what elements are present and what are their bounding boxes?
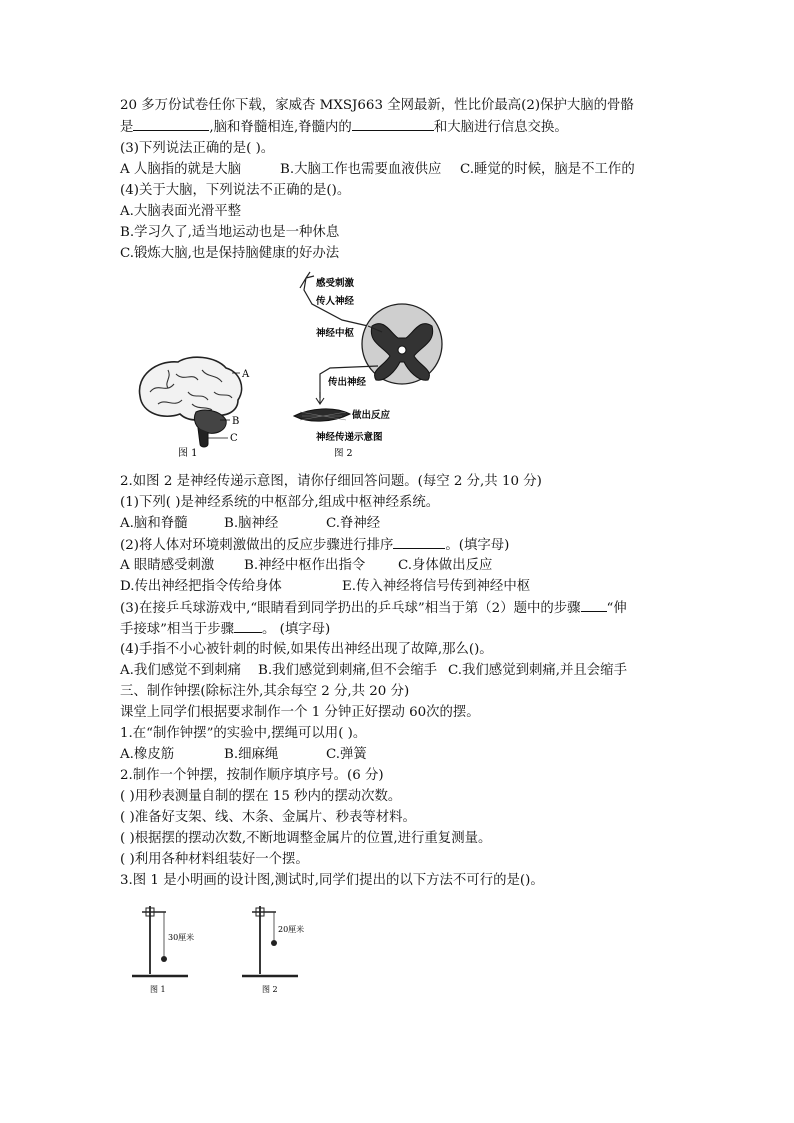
intro-text-a: 是 [120,120,134,135]
q2-part4-option-a[interactable]: A.我们感觉不到刺痛 [120,663,242,678]
pendulum-fig2-caption: 图 2 [262,985,278,994]
s3-q1-option-b[interactable]: B.细麻绳 [224,747,279,762]
q3-option-b[interactable]: B.大脑工作也需要血液供应 [280,162,442,177]
s3-q2-step-4[interactable]: ( )利用各种材料组装好一个摆。 [120,852,309,867]
q2-part2-option-e[interactable]: E.传入神经将信号传到神经中枢 [342,579,531,594]
diagram-title: 神经传递示意图 [316,432,383,443]
q2-part4-options [120,662,627,680]
answer-blank[interactable] [234,620,262,633]
q2-part1-option-b[interactable]: B.脑神经 [224,516,279,531]
q2-part2-stem-text: (2)将人体对环境刺激做出的反应步骤进行排序 [120,538,394,553]
intro-question-2: (2)保护大脑的骨骼 [521,98,634,113]
s3-q1-option-c[interactable]: C.弹簧 [326,747,367,762]
pendulum-2-length: 20厘米 [278,925,305,934]
q2-part1-stem: (1)下列( )是神经系统的中枢部分,组成中枢神经系统。 [120,495,440,510]
pendulum-2-illustration [238,900,308,995]
answer-blank[interactable] [581,599,607,612]
q2-part3-text-a: (3)在接乒乓球游戏中,“眼睛看到同学扔出的乒乓球”相当于第（2）题中的步骤 [120,601,581,616]
q2-part2-stem-suffix: 。(填字母) [445,538,510,553]
s3-q1-option-a[interactable]: A.橡皮筋 [120,747,175,762]
label-center: 神经中枢 [316,328,355,339]
label-efferent: 传出神经 [328,377,367,388]
q2-part4-option-c[interactable]: C.我们感觉到刺痛,并且会缩手 [448,663,627,678]
q2-part2-option-c[interactable]: C.身体做出反应 [398,558,493,573]
brain-label-c: C [230,433,238,444]
brain-figure [128,348,258,458]
q2-part3-line2 [120,620,330,639]
label-response: 做出反应 [352,410,391,421]
section3-intro: 课堂上同学们根据要求制作一个 1 分钟正好摆动 60次的摆。 [120,705,480,720]
s3-q2-step-3[interactable]: ( )根据摆的摆动次数,不断地调整金属片的位置,进行重复测量。 [120,831,492,846]
fig1-caption: 图 1 [178,448,198,458]
q2-part1-options [120,515,380,533]
pendulum-1-illustration [128,900,198,995]
pendulum-figure-1 [128,900,198,995]
q2-part2-options-row2 [120,578,530,596]
answer-blank[interactable] [133,118,209,131]
intro-text-c: 和大脑进行信息交换。 [433,120,568,135]
q3-option-c[interactable]: C.睡觉的时候，脑是不工作的 [460,162,635,177]
q2-part1-option-a[interactable]: A.脑和脊髓 [120,516,188,531]
q2-part2-option-d[interactable]: D.传出神经把指令传给身体 [120,579,282,594]
q2-part3-text-c: 手接球”相当于步骤 [120,622,234,637]
q2-part2-stem [120,536,509,555]
brain-label-b: B [232,416,240,427]
s3-q2-step-2[interactable]: ( )准备好支架、线、木条、金属片、秒表等材料。 [120,810,416,825]
pendulum-figure-2 [238,900,308,995]
s3-q2-step-1[interactable]: ( )用秒表测量自制的摆在 15 秒内的摆动次数。 [120,789,402,804]
q2-part4-option-b[interactable]: B.我们感觉到刺痛,但不会缩手 [258,663,438,678]
q2-part3-text-d: 。 (填字母) [261,622,331,637]
label-afferent: 传人神经 [316,296,355,307]
q3-option-a[interactable]: A 人脑指的就是大脑 [120,162,242,177]
brain-label-a: A [242,369,250,380]
nerve-diagram [290,270,450,460]
nerve-illustration [290,270,450,460]
intro-line-1 [120,97,634,115]
q2-header: 2.如图 2 是神经传递示意图，请你仔细回答问题。(每空 2 分,共 10 分) [120,474,542,489]
q4-stem: (4)关于大脑，下列说法不正确的是()。 [120,183,351,198]
pendulum-1-length: 30厘米 [168,933,195,942]
s3-q2-stem: 2.制作一个钟摆，按制作顺序填序号。(6 分) [120,768,384,783]
pendulum-fig1-caption: 图 1 [150,985,166,994]
intro-text-b: ,脑和脊髓相连,脊髓内的 [209,120,352,135]
brain-illustration [128,348,258,458]
q3-options [120,161,635,179]
label-stimulus: 感受刺激 [316,278,355,289]
intro-ad-text: 20 多万份试卷任你下载，家威杏 MXSJ663 全网最新，性比价最高 [120,98,522,113]
intro-line-2 [120,118,568,137]
answer-blank[interactable] [393,536,445,549]
s3-q1-stem: 1.在“制作钟摆”的实验中,摆绳可以用( )。 [120,726,367,741]
s3-q1-options [120,746,367,764]
answer-blank[interactable] [352,118,434,131]
q4-option-a[interactable]: A.大脑表面光滑平整 [120,204,242,219]
q2-part3-line1 [120,599,627,618]
s3-q3-stem: 3.图 1 是小明画的设计图,测试时,同学们提出的以下方法不可行的是()。 [120,873,544,888]
section3-title: 三、制作钟摆(除标注外,其余每空 2 分,共 20 分) [120,684,410,699]
fig2-caption: 图 2 [334,448,353,459]
q4-option-b[interactable]: B.学习久了,适当地运动也是一种休息 [120,225,340,240]
q2-part1-option-c[interactable]: C.脊神经 [326,516,381,531]
q2-part4-stem: (4)手指不小心被针刺的时候,如果传出神经出现了故障,那么()。 [120,642,493,657]
q2-part2-option-b[interactable]: B.神经中枢作出指令 [244,558,366,573]
q4-option-c[interactable]: C.锻炼大脑,也是保持脑健康的好办法 [120,246,340,261]
q2-part3-text-b: “伸 [606,601,627,616]
q2-part2-option-a[interactable]: A 眼睛感受刺激 [120,558,215,573]
q3-stem: (3)下列说法正确的是( )。 [120,141,275,156]
q2-part2-options-row1 [120,557,492,575]
